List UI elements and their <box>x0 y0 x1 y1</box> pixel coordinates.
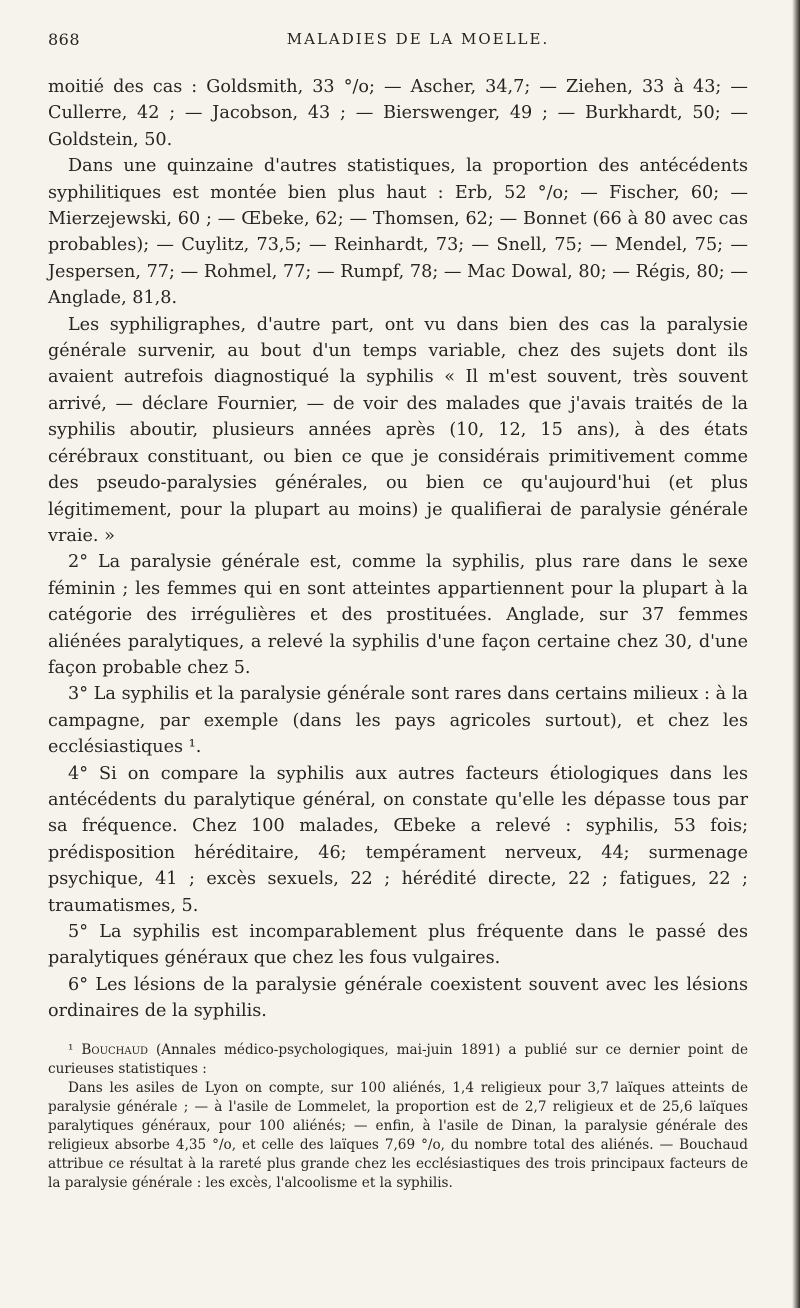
running-title: MALADIES DE LA MOELLE. <box>286 30 550 48</box>
paragraph-point-6: 6° Les lésions de la paralysie générale coexistent souvent avec les lésions ordinaires de la syphilis. <box>48 974 748 1022</box>
footnote-author: Bouchaud <box>81 1041 149 1058</box>
footnotes <box>48 1041 748 1193</box>
page-number: 868 <box>48 30 81 49</box>
footnote-1-continuation: Dans les asiles de Lyon on compte, sur 100 aliénés, 1,4 religieux pour 3,7 laïques atteints de paralysie générale ; — à l'asile de Lommelet, la proportion est de 2,7 religieux et de 25,6 laïques paralytiques généraux, pour 100 aliénés; — enfin, à l'asile de Dinan, la paralysie générale des religieux absorbe 4,35 °/o, et celle des laïques 7,69 °/o, du nombre total des aliénés. — Bouchaud attribue ce résultat à la rareté plus grande chez les ecclésiastiques des trois principaux facteurs de la paralysie générale : les excès, l'alcoolisme et la syphilis. <box>48 1079 748 1191</box>
footnote-marker: ¹ <box>68 1041 74 1058</box>
paragraph-point-2: 2° La paralysie générale est, comme la syphilis, plus rare dans le sexe féminin ; les femmes qui en sont atteintes appartiennent pour la plupart à la catégorie des irrégulières et des prostituées. Anglade, sur 37 femmes aliénées paralytiques, a relevé la syphilis d'une façon certaine chez 30, d'une façon probable chez 5. <box>48 552 748 678</box>
paragraph-point-5: 5° La syphilis est incomparablement plus fréquente dans le passé des paralytiques généraux que chez les fous vulgaires. <box>48 922 748 969</box>
page <box>48 30 748 1193</box>
footnote-text: (Annales médico-psychologiques, mai-juin 1891) a publié sur ce dernier point de curieuses statistiques : <box>48 1041 748 1077</box>
page-header <box>48 30 748 56</box>
footnote-1 <box>48 1041 748 1079</box>
paragraph-point-4: 4° Si on compare la syphilis aux autres facteurs étiologiques dans les antécédents du paralytique général, on constate qu'elle les dépasse tous par sa fréquence. Chez 100 malades, Œbeke a relevé : syphilis, 53 fois; prédisposition héréditaire, 46; tempérament nerveux, 44; surmenage psychique, 41 ; excès sexuels, 22 ; hérédité directe, 22 ; fatigues, 22 ; traumatismes, 5. <box>48 763 748 916</box>
paragraph-point-3: 3° La syphilis et la paralysie générale sont rares dans certains milieux : à la campagne, par exemple (dans les pays agricoles surtout), et chez les ecclésiastiques ¹. <box>48 684 748 758</box>
paragraph-statistics: Dans une quinzaine d'autres statistiques, la proportion des antécédents syphilitiques est montée bien plus haut : Erb, 52 °/o; — Fischer, 60; — Mierzejewski, 60 ; — Œbeke, 62; — Thomsen, 62; — Bonnet (66 à 80 avec cas probables); — Cuylitz, 73,5; — Reinhardt, 73; — Snell, 75; — Mendel, 75; — Jespersen, 77; — Rohmel, 77; — Rumpf, 78; — Mac Dowal, 80; — Régis, 80; — Anglade, 81,8. <box>48 156 748 309</box>
page-edge-shadow <box>792 0 800 1308</box>
body-text <box>48 74 748 1025</box>
paragraph-continuation: moitié des cas : Goldsmith, 33 °/o; — Ascher, 34,7; — Ziehen, 33 à 43; — Cullerre, 42 ; — Jacobson, 43 ; — Bierswenger, 49 ; — Burkhardt, 50; — Goldstein, 50. <box>48 77 748 150</box>
paragraph-syphiligraphes: Les syphiligraphes, d'autre part, ont vu dans bien des cas la paralysie générale survenir, au bout d'un temps variable, chez des sujets dont ils avaient autrefois diagnostiqué la syphilis « Il m'est souvent, très souvent arrivé, — déclare Fournier, — de voir des malades que j'avais traités de la syphilis aboutir, plusieurs années après (10, 12, 15 ans), à des états cérébraux constituant, ou bien ce que je considérais primitivement comme des pseudo-paralysies générales, ou bien ce qu'aujourd'hui (et plus légitimement, pour la plupart au moins) je qualifierai de paralysie générale vraie. » <box>48 314 748 546</box>
